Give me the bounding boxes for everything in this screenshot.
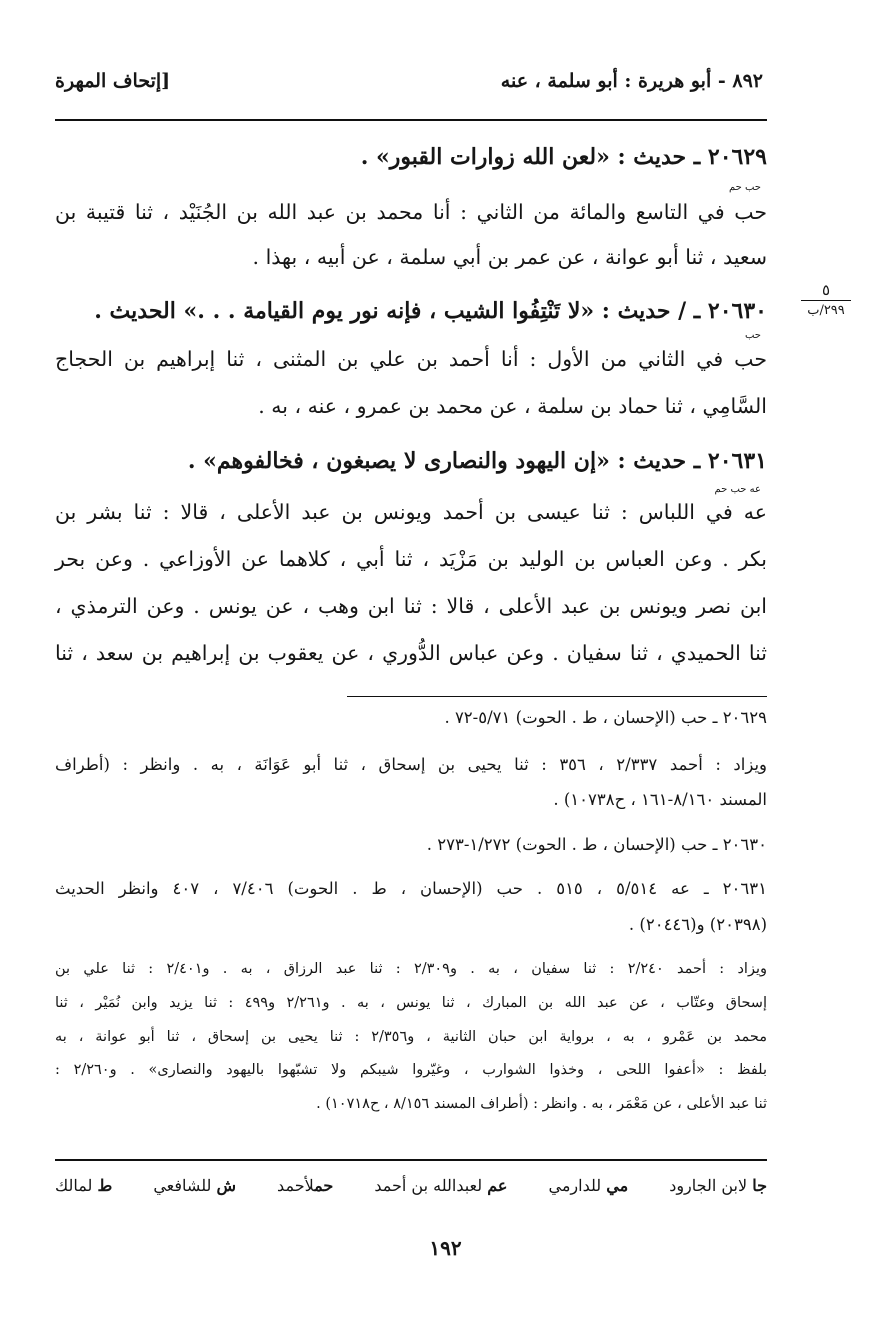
hadith-title-20629: ٢٠٦٢٩ ـ حديث : «لعن الله زوارات القبور» . — [360, 144, 767, 170]
abbreviations-divider — [55, 1159, 767, 1161]
abbreviation-item: مي للدارمي — [548, 1176, 629, 1195]
running-header-book: [إتحاف المهرة — [55, 70, 171, 92]
abbreviation-item: عم لعبدالله بن أحمد — [374, 1176, 508, 1195]
footnote-20629: ٢٠٦٢٩ ـ حب (الإحسان ، ط . الحوت) ٥/٧١-٧٢ . — [444, 708, 767, 727]
footnote-line: بلفظ : «أعفوا اللحى ، وخذوا الشوارب ، وغيّروا شيبكم ولا تشبّهوا باليهود والنصارى» . و٢/٢٦٠ : — [55, 1062, 767, 1078]
page-number: ١٩٢ — [429, 1236, 462, 1260]
footnote-line: ثنا عبد الأعلى ، عن مَعْمَر ، به . وانظر : (أطراف المسند ٨/١٥٦ ، ح١٠٧١٨) . — [316, 1096, 767, 1112]
abbreviation-item: ط لمالك — [55, 1176, 113, 1195]
hadith-title-20630: ٢٠٦٣٠ ـ / حديث : «لا تَنْتِفُوا الشيب ، فإنه نور يوم القيامة . . .» الحديث . — [94, 298, 767, 324]
hadith-text-line: بكر . وعن العباس بن الوليد بن مَزْيَد ، ثنا أبي ، كلاهما عن الأوزاعي . وعن بحر — [55, 547, 767, 571]
hadith-text-line: حب في الثاني من الأول : أنا أحمد بن علي بن المثنى ، ثنا إبراهيم بن الحجاج — [55, 347, 767, 371]
hadith-text-line: ثنا الحميدي ، ثنا سفيان . وعن عباس الدُّوري ، عن يعقوب بن إبراهيم بن سعد ، ثنا — [55, 641, 767, 665]
abbreviation-item: جا لابن الجارود — [669, 1176, 767, 1195]
hadith-text-line: حب في التاسع والمائة من الثاني : أنا محمد بن عبد الله بن الجُنَيْد ، ثنا قتيبة بن — [55, 200, 767, 224]
hadith-text-line: عه في اللباس : ثنا عيسى بن أحمد ويونس بن عبد الأعلى ، قالا : ثنا بشر بن — [55, 500, 767, 524]
hadith-sigla-20629: حب حم — [728, 182, 761, 193]
hadith-text-line: سعيد ، ثنا أبو عوانة ، عن عمر بن أبي سلمة ، عن أبيه ، بهذا . — [252, 245, 767, 269]
abbreviation-item: ش للشافعي — [153, 1176, 236, 1195]
footnote-line: (٢٠٣٩٨) و(٢٠٤٤٦) . — [628, 915, 767, 934]
hadith-title-20631: ٢٠٦٣١ ـ حديث : «إن اليهود والنصارى لا يصبغون ، فخالفوهم» . — [187, 448, 767, 474]
footnote-20631: ٢٠٦٣١ ـ عه ٥/٥١٤ ، ٥١٥ . حب (الإحسان ، ط . الحوت) ٧/٤٠٦ ، ٤٠٧ وانظر الحديث — [55, 879, 767, 898]
abbreviations-key — [55, 1176, 767, 1195]
margin-mark: ٥ — [821, 281, 831, 299]
running-header-title: ٨٩٢ - أبو هريرة : أبو سلمة ، عنه — [500, 70, 763, 92]
footnote-line: إسحاق وعتّاب ، عن عبد الله بن المبارك ، ثنا يونس ، به . و٢/٢٦١ و٤٩٩ : ثنا يزيد وابن نُمَيْر ، ثنا — [55, 995, 767, 1011]
hadith-sigla-20631: عه حب حم — [714, 484, 761, 495]
hadith-text-line: السَّامِي ، ثنا حماد بن سلمة ، عن محمد بن عمرو ، عنه ، به . — [258, 394, 767, 418]
footnote-line: ويزاد : أحمد ٢/٢٤٠ : ثنا سفيان ، به . و٢/٣٠٩ : ثنا عبد الرزاق ، به . و٢/٤٠١ : ثنا علي بن — [55, 961, 767, 977]
hadith-text-line: ابن نصر ويونس بن عبد الأعلى ، قالا : ثنا ابن وهب ، عن يونس . وعن الترمذي ، — [55, 594, 767, 618]
hadith-sigla-20630: حب — [744, 330, 761, 341]
footnote-line: محمد بن عَمْرو ، به ، برواية ابن حبان الثانية ، و٢/٣٥٦ : ثنا يحيى بن إسحاق ، ثنا أبو عوانة ، به — [55, 1029, 767, 1045]
footnote-line: المسند ٨/١٦٠-١٦١ ، ح١٠٧٣٨) . — [553, 790, 767, 809]
footnote-20630: ٢٠٦٣٠ ـ حب (الإحسان ، ط . الحوت) ١/٢٧٢-٢٧٣ . — [426, 835, 767, 854]
header-divider — [55, 119, 767, 121]
footnote-divider — [347, 696, 767, 697]
margin-folio: ٢٩٩/ب — [801, 300, 851, 318]
abbreviation-item: حملأحمد — [277, 1176, 334, 1195]
footnote-line: ويزاد : أحمد ٢/٣٣٧ ، ٣٥٦ : ثنا يحيى بن إسحاق ، ثنا أبو عَوَانَة ، به . وانظر : (أطراف — [55, 755, 767, 774]
